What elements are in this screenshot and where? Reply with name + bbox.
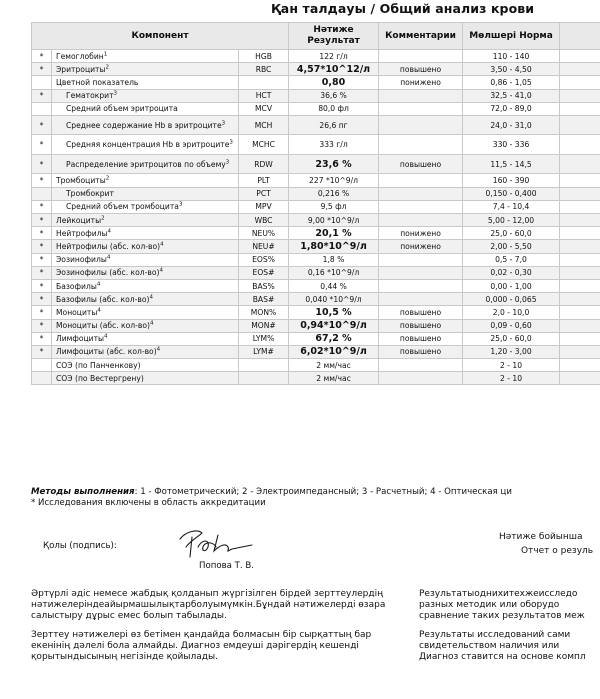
row-abbreviation bbox=[239, 372, 289, 385]
row-abbreviation: NEU% bbox=[239, 227, 289, 240]
row-result-value: 20,1 % bbox=[289, 227, 379, 240]
row-component-name: Средний объем тромбоцита$^3$ bbox=[52, 200, 239, 213]
row-abbreviation: WBC bbox=[239, 214, 289, 227]
row-norm: 2 - 10 bbox=[463, 359, 560, 372]
row-comment: повышено bbox=[379, 345, 463, 358]
column-header-extra bbox=[560, 23, 600, 50]
table-header-row bbox=[32, 23, 600, 50]
row-norm: 0,5 - 7,0 bbox=[463, 253, 560, 266]
row-abbreviation: PCT bbox=[239, 187, 289, 200]
row-comment bbox=[379, 89, 463, 102]
row-comment bbox=[379, 115, 463, 135]
method-footnote-ref: 3 bbox=[225, 159, 230, 166]
row-abbreviation: LYM# bbox=[239, 345, 289, 358]
method-footnote-ref: 4 bbox=[97, 307, 101, 314]
row-component-name: Среднее содержание Hb в эритроците$^3$ bbox=[52, 115, 239, 135]
table-row bbox=[32, 359, 600, 372]
row-result-value: 122 г/л bbox=[289, 50, 379, 63]
row-abbreviation: BAS# bbox=[239, 293, 289, 306]
row-norm: 330 - 336 bbox=[463, 135, 560, 155]
row-comment: понижено bbox=[379, 76, 463, 89]
row-component-name: Моноциты (абс. кол-во)$^4$ bbox=[52, 319, 239, 332]
row-star-marker: * bbox=[32, 240, 52, 253]
row-component-name: Эозинофилы$^4$ bbox=[52, 253, 239, 266]
row-abbreviation: MPV bbox=[239, 200, 289, 213]
row-norm: 0,86 - 1,05 bbox=[463, 76, 560, 89]
row-abbreviation: MCV bbox=[239, 102, 289, 115]
row-comment: повышено bbox=[379, 306, 463, 319]
row-result-value: 23,6 % bbox=[289, 154, 379, 174]
row-result-value: 9,5 фл bbox=[289, 200, 379, 213]
row-star-marker: * bbox=[32, 50, 52, 63]
row-comment bbox=[379, 359, 463, 372]
row-component-name: СОЭ (по Панченкову) bbox=[52, 359, 239, 372]
row-extra-cell bbox=[560, 227, 600, 240]
method-footnote-ref: 1 bbox=[103, 51, 108, 58]
row-abbreviation: MON% bbox=[239, 306, 289, 319]
table-row bbox=[32, 76, 600, 89]
method-footnote-ref: 4 bbox=[149, 294, 153, 301]
row-norm: 2,00 - 5,50 bbox=[463, 240, 560, 253]
table-row bbox=[32, 332, 600, 345]
row-norm: 0,150 - 0,400 bbox=[463, 187, 560, 200]
row-component-name: Эритроциты$^2$ bbox=[52, 63, 239, 76]
row-extra-cell bbox=[560, 266, 600, 279]
table-row bbox=[32, 345, 600, 358]
row-abbreviation: EOS# bbox=[239, 266, 289, 279]
row-extra-cell bbox=[560, 115, 600, 135]
row-comment: повышено bbox=[379, 332, 463, 345]
row-norm: 5,00 - 12,00 bbox=[463, 214, 560, 227]
row-norm: 160 - 390 bbox=[463, 174, 560, 187]
row-result-value: 0,80 bbox=[289, 76, 379, 89]
row-star-marker: * bbox=[32, 345, 52, 358]
results-table-body bbox=[32, 50, 600, 385]
table-row bbox=[32, 50, 600, 63]
row-star-marker: * bbox=[32, 200, 52, 213]
table-row bbox=[32, 187, 600, 200]
row-comment: повышено bbox=[379, 319, 463, 332]
column-header-component: Компонент bbox=[32, 23, 289, 50]
row-extra-cell bbox=[560, 319, 600, 332]
row-comment: повышено bbox=[379, 63, 463, 76]
signature-name: Попова Т. В. bbox=[199, 561, 254, 571]
row-extra-cell bbox=[560, 102, 600, 115]
method-footnote-ref: 3 bbox=[221, 120, 226, 127]
row-comment bbox=[379, 266, 463, 279]
method-footnote-ref: 4 bbox=[156, 346, 161, 353]
table-row bbox=[32, 135, 600, 155]
row-star-marker: * bbox=[32, 319, 52, 332]
page-title: Қан талдауы / Общий анализ крови bbox=[271, 1, 535, 16]
row-abbreviation: RDW bbox=[239, 154, 289, 174]
row-abbreviation: EOS% bbox=[239, 253, 289, 266]
row-abbreviation: MCHC bbox=[239, 135, 289, 155]
methods-footnote bbox=[31, 487, 512, 509]
row-comment bbox=[379, 279, 463, 292]
row-star-marker: * bbox=[32, 63, 52, 76]
row-norm: 1,20 - 3,00 bbox=[463, 345, 560, 358]
row-star-marker: * bbox=[32, 293, 52, 306]
table-row bbox=[32, 200, 600, 213]
row-star-marker: * bbox=[32, 253, 52, 266]
method-footnote-ref: 2 bbox=[101, 215, 105, 222]
row-comment bbox=[379, 214, 463, 227]
method-footnote-ref: 3 bbox=[229, 139, 233, 146]
method-footnote-ref: 4 bbox=[149, 320, 154, 327]
row-result-value: 227 *10^9/л bbox=[289, 174, 379, 187]
row-star-marker bbox=[32, 372, 52, 385]
row-comment bbox=[379, 50, 463, 63]
method-footnote-ref: 4 bbox=[159, 267, 163, 274]
disclaimer-kz-1: Әртүрлі әдіс немесе жабдық қолданып жүргізілген бірдей зерттеулердің нәтижелеріндеайырмашылықтарболуымүмкін.Бұндай нәтижелерді өзара салыстыру дұрыс емес болып табылады. bbox=[31, 589, 386, 622]
row-extra-cell bbox=[560, 76, 600, 89]
row-component-name: Нейтрофилы (абс. кол-во)$^4$ bbox=[52, 240, 239, 253]
table-row bbox=[32, 319, 600, 332]
row-abbreviation: MON# bbox=[239, 319, 289, 332]
table-row bbox=[32, 214, 600, 227]
row-component-name: Тромбокрит bbox=[52, 187, 239, 200]
row-extra-cell bbox=[560, 372, 600, 385]
row-abbreviation: MCH bbox=[239, 115, 289, 135]
method-footnote-ref: 3 bbox=[178, 201, 183, 208]
table-row bbox=[32, 372, 600, 385]
row-result-value: 2 мм/час bbox=[289, 359, 379, 372]
row-star-marker: * bbox=[32, 306, 52, 319]
row-abbreviation bbox=[239, 76, 289, 89]
row-abbreviation: HGB bbox=[239, 50, 289, 63]
row-component-name: СОЭ (по Вестергрену) bbox=[52, 372, 239, 385]
row-abbreviation: NEU# bbox=[239, 240, 289, 253]
row-result-value: 6,02*10^9/л bbox=[289, 345, 379, 358]
row-abbreviation: HCT bbox=[239, 89, 289, 102]
row-comment bbox=[379, 187, 463, 200]
table-row bbox=[32, 227, 600, 240]
row-abbreviation: LYM% bbox=[239, 332, 289, 345]
table-row bbox=[32, 306, 600, 319]
row-component-name: Средний объем эритроцита bbox=[52, 102, 239, 115]
row-component-name: Моноциты$^4$ bbox=[52, 306, 239, 319]
column-header-comment: Комментарии bbox=[379, 23, 463, 50]
row-comment: повышено bbox=[379, 154, 463, 174]
row-comment bbox=[379, 253, 463, 266]
row-result-value: 36,6 % bbox=[289, 89, 379, 102]
row-result-value: 1,8 % bbox=[289, 253, 379, 266]
row-norm: 0,02 - 0,30 bbox=[463, 266, 560, 279]
row-result-value: 9,00 *10^9/л bbox=[289, 214, 379, 227]
row-component-name: Распределение эритроцитов по объему$^3$ bbox=[52, 154, 239, 174]
row-abbreviation: RBC bbox=[239, 63, 289, 76]
row-norm: 25,0 - 60,0 bbox=[463, 332, 560, 345]
row-component-name: Базофилы (абс. кол-во)$^4$ bbox=[52, 293, 239, 306]
row-extra-cell bbox=[560, 200, 600, 213]
method-footnote-ref: 4 bbox=[104, 333, 108, 340]
row-star-marker: * bbox=[32, 279, 52, 292]
table-row bbox=[32, 293, 600, 306]
table-row bbox=[32, 240, 600, 253]
row-norm: 3,50 - 4,50 bbox=[463, 63, 560, 76]
row-extra-cell bbox=[560, 279, 600, 292]
row-norm: 0,09 - 0,60 bbox=[463, 319, 560, 332]
row-result-value: 0,040 *10^9/л bbox=[289, 293, 379, 306]
signature-label: Қолы (подпись): bbox=[43, 541, 117, 551]
row-result-value: 0,216 % bbox=[289, 187, 379, 200]
row-extra-cell bbox=[560, 359, 600, 372]
disclaimer-ru-1: Результатыоднихитехжеисследо разных методик или оборудо сравнение таких результатов меж bbox=[419, 589, 585, 622]
result-note-ru: Отчет о резуль bbox=[521, 546, 594, 556]
row-abbreviation bbox=[239, 359, 289, 372]
row-component-name: Лейкоциты$^2$ bbox=[52, 214, 239, 227]
row-component-name: Лимфоциты (абс. кол-во)$^4$ bbox=[52, 345, 239, 358]
row-comment: понижено bbox=[379, 227, 463, 240]
row-extra-cell bbox=[560, 253, 600, 266]
row-extra-cell bbox=[560, 135, 600, 155]
row-norm: 24,0 - 31,0 bbox=[463, 115, 560, 135]
row-norm: 2 - 10 bbox=[463, 372, 560, 385]
table-row bbox=[32, 279, 600, 292]
method-footnote-ref: 4 bbox=[160, 241, 164, 248]
table-row bbox=[32, 266, 600, 279]
row-norm: 0,00 - 1,00 bbox=[463, 279, 560, 292]
row-extra-cell bbox=[560, 332, 600, 345]
row-comment bbox=[379, 102, 463, 115]
results-table bbox=[31, 22, 600, 385]
row-extra-cell bbox=[560, 240, 600, 253]
row-component-name: Тромбоциты$^2$ bbox=[52, 174, 239, 187]
row-extra-cell bbox=[560, 306, 600, 319]
row-component-name: Гематокрит$^3$ bbox=[52, 89, 239, 102]
row-result-value: 10,5 % bbox=[289, 306, 379, 319]
row-component-name: Гемоглобин$^1$ bbox=[52, 50, 239, 63]
row-comment bbox=[379, 174, 463, 187]
row-component-name: Эозинофилы (абс. кол-во)$^4$ bbox=[52, 266, 239, 279]
row-star-marker: * bbox=[32, 332, 52, 345]
method-footnote-ref: 4 bbox=[107, 228, 111, 235]
row-extra-cell bbox=[560, 214, 600, 227]
row-star-marker bbox=[32, 187, 52, 200]
method-footnote-ref: 4 bbox=[96, 281, 101, 287]
table-row bbox=[32, 154, 600, 174]
row-component-name: Нейтрофилы$^4$ bbox=[52, 227, 239, 240]
row-star-marker: * bbox=[32, 115, 52, 135]
row-component-name: Базофилы$^4$ bbox=[52, 279, 239, 292]
result-note-kz: Нәтиже бойынша bbox=[499, 532, 583, 542]
row-norm: 110 - 140 bbox=[463, 50, 560, 63]
row-extra-cell bbox=[560, 50, 600, 63]
row-result-value: 0,16 *10^9/л bbox=[289, 266, 379, 279]
methods-text: : 1 - Фотометрический; 2 - Электроимпедансный; 3 - Расчетный; 4 - Оптическая ци bbox=[134, 487, 512, 497]
row-norm: 7,4 - 10,4 bbox=[463, 200, 560, 213]
methods-label: Методы выполнения bbox=[31, 487, 135, 497]
row-extra-cell bbox=[560, 89, 600, 102]
row-result-value: 0,44 % bbox=[289, 279, 379, 292]
column-header-norm: Мөлшері Норма bbox=[463, 23, 560, 50]
row-extra-cell bbox=[560, 345, 600, 358]
row-norm: 72,0 - 89,0 bbox=[463, 102, 560, 115]
row-extra-cell bbox=[560, 63, 600, 76]
row-component-name: Лимфоциты$^4$ bbox=[52, 332, 239, 345]
row-star-marker bbox=[32, 76, 52, 89]
table-row bbox=[32, 115, 600, 135]
row-extra-cell bbox=[560, 187, 600, 200]
row-star-marker: * bbox=[32, 154, 52, 174]
row-star-marker bbox=[32, 359, 52, 372]
method-footnote-ref: 2 bbox=[105, 175, 110, 182]
row-norm: 0,000 - 0,065 bbox=[463, 293, 560, 306]
row-star-marker: * bbox=[32, 214, 52, 227]
row-norm: 2,0 - 10,0 bbox=[463, 306, 560, 319]
handwritten-signature bbox=[176, 527, 256, 561]
row-star-marker bbox=[32, 102, 52, 115]
row-extra-cell bbox=[560, 174, 600, 187]
table-row bbox=[32, 89, 600, 102]
disclaimer-kz-2: Зерттеу нәтижелері өз бетімен қандайда болмасын бір сырқаттың бар екенінің дәлелі бола алмайды. Диагноз емдеуші дәрігердің кешенді қорытындысының негізінде қойылады. bbox=[31, 630, 372, 663]
row-norm: 32,5 - 41,0 bbox=[463, 89, 560, 102]
method-footnote-ref: 3 bbox=[113, 90, 118, 97]
table-row bbox=[32, 63, 600, 76]
row-star-marker: * bbox=[32, 89, 52, 102]
table-row bbox=[32, 174, 600, 187]
row-star-marker: * bbox=[32, 266, 52, 279]
row-abbreviation: PLT bbox=[239, 174, 289, 187]
row-result-value: 67,2 % bbox=[289, 332, 379, 345]
row-result-value: 0,94*10^9/л bbox=[289, 319, 379, 332]
row-comment bbox=[379, 372, 463, 385]
row-component-name: Цветной показатель bbox=[52, 76, 239, 89]
row-component-name: Средняя концентрация Hb в эритроците$^3$ bbox=[52, 135, 239, 155]
method-footnote-ref: 4 bbox=[106, 254, 111, 261]
row-star-marker: * bbox=[32, 227, 52, 240]
row-extra-cell bbox=[560, 293, 600, 306]
row-star-marker: * bbox=[32, 174, 52, 187]
column-header-result: Нәтиже Результат bbox=[289, 23, 379, 50]
row-abbreviation: BAS% bbox=[239, 279, 289, 292]
row-norm: 25,0 - 60,0 bbox=[463, 227, 560, 240]
row-result-value: 80,0 фл bbox=[289, 102, 379, 115]
table-row bbox=[32, 253, 600, 266]
row-comment bbox=[379, 200, 463, 213]
table-row bbox=[32, 102, 600, 115]
row-norm: 11,5 - 14,5 bbox=[463, 154, 560, 174]
accreditation-note: * Исследования включены в область аккредитации bbox=[31, 498, 266, 508]
row-comment bbox=[379, 135, 463, 155]
row-result-value: 2 мм/час bbox=[289, 372, 379, 385]
row-extra-cell bbox=[560, 154, 600, 174]
row-star-marker: * bbox=[32, 135, 52, 155]
row-result-value: 26,6 пг bbox=[289, 115, 379, 135]
row-comment: понижено bbox=[379, 240, 463, 253]
disclaimer-ru-2: Результаты исследований сами свидетельством наличия или Диагноз ставится на основе компл bbox=[419, 630, 586, 663]
row-comment bbox=[379, 293, 463, 306]
row-result-value: 4,57*10^12/л bbox=[289, 63, 379, 76]
row-result-value: 1,80*10^9/л bbox=[289, 240, 379, 253]
method-footnote-ref: 2 bbox=[105, 64, 109, 71]
row-result-value: 333 г/л bbox=[289, 135, 379, 155]
